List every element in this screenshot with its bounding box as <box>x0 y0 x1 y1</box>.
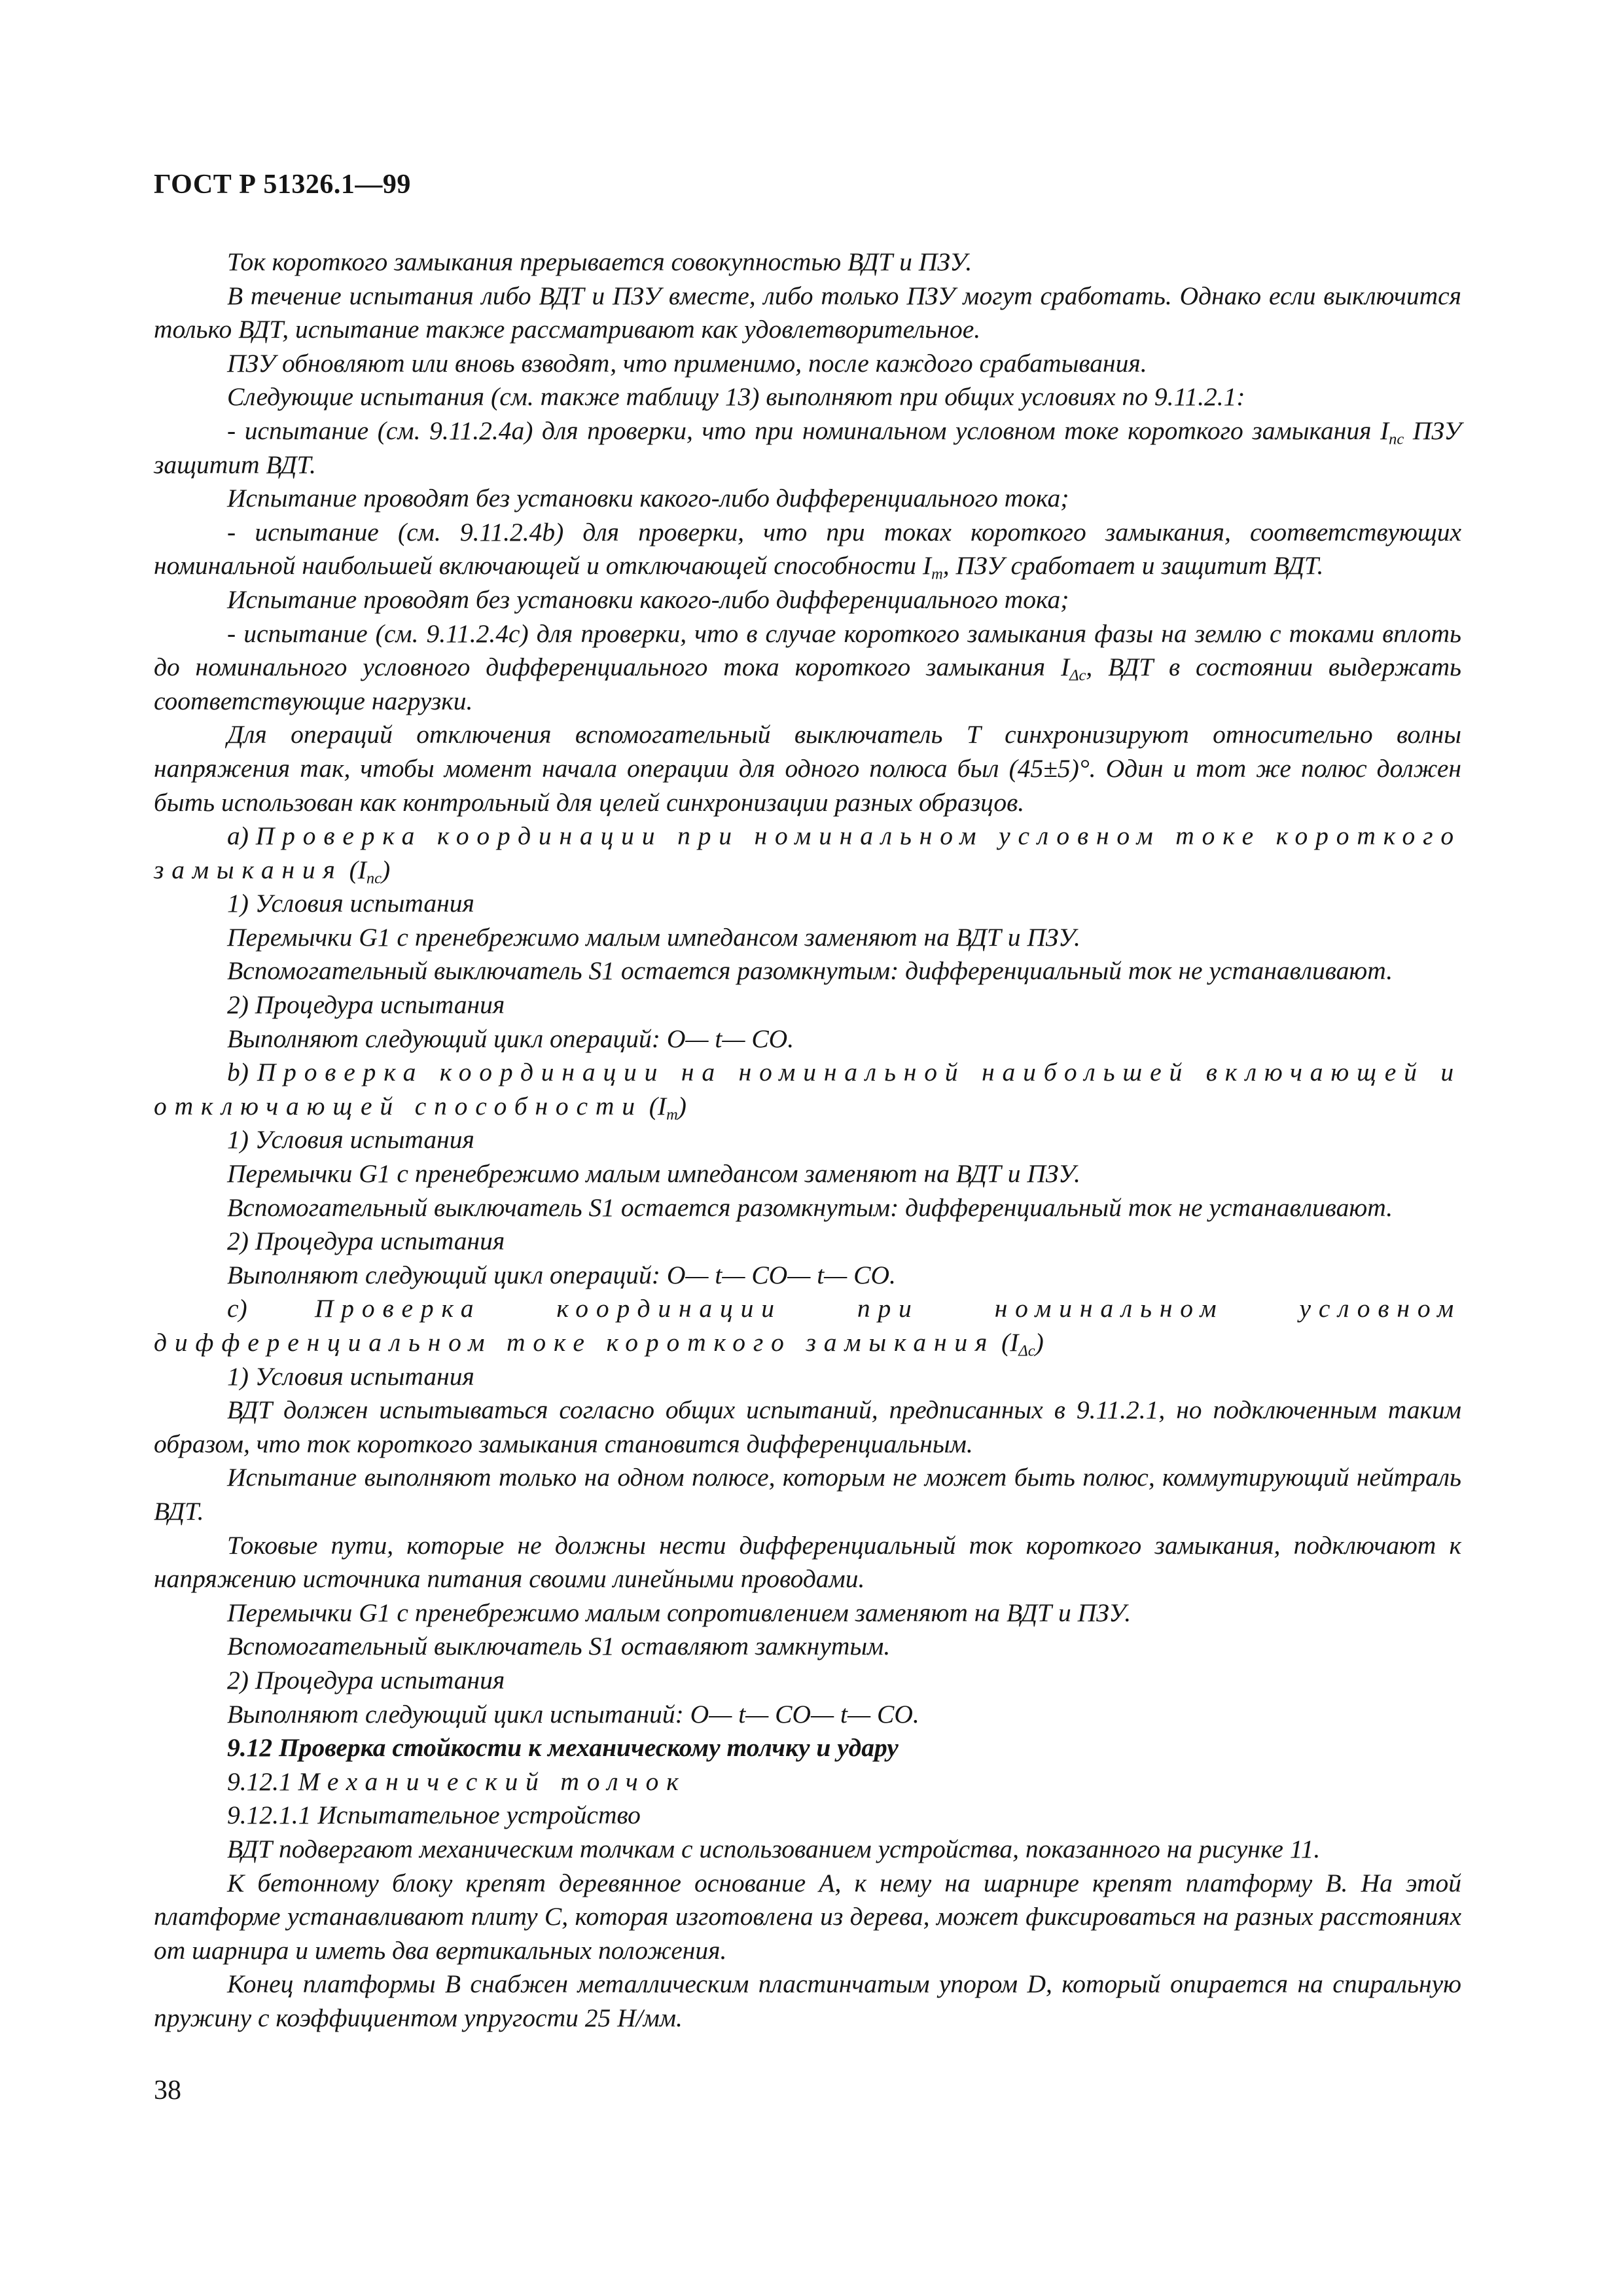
heading-b <box>154 1056 1461 1123</box>
paragraph-10: Для операций отключения вспомогательный выключатель Т синхронизируют относительно волны напряжения так, чтобы момент начала операции для одного полюса был (45±5)°. Один и тот же полюс должен быть использован как контрольный для целей синхронизации разных образцов. <box>154 720 1461 817</box>
paragraph-25: ВДТ должен испытываться согласно общих испытаний, предписанных в 9.11.2.1, но подключенным таким образом, что ток короткого замыкания становится дифференциальным. <box>154 1395 1461 1458</box>
heading-c <box>154 1292 1461 1359</box>
paragraph-5-text: - испытание (см. 9.11.2.4а) для проверки, что при номинальном условном токе короткого замыкания I <box>227 416 1389 445</box>
paragraph-24: 1) Условия испытания <box>227 1361 474 1391</box>
paragraph-22: Выполняют следующий цикл операций: О— t— СО— t— СО. <box>227 1260 896 1289</box>
paragraph-31: Выполняют следующий цикл испытаний: О— t— СО— t— СО. <box>227 1699 919 1729</box>
paragraph-35: ВДТ подвергают механическим толчкам с использованием устройства, показанного на рисунке 11. <box>227 1834 1321 1863</box>
paragraph-5 <box>154 414 1461 482</box>
heading-c-close: ) <box>1035 1328 1044 1357</box>
paragraph-9 <box>154 617 1461 719</box>
heading-a-symbol: (I <box>342 855 366 884</box>
paragraph-8: Испытание проводят без установки какого-либо дифференциального тока; <box>227 584 1069 614</box>
paragraph-34: 9.12.1.1 Испытательное устройство <box>227 1801 641 1830</box>
paragraph-36: К бетонному блоку крепят деревянное основание А, к нему на шарнире крепят платформу В. На этой платформе устанавливают плиту С, которая изготовлена из дерева, может фиксироваться на разных расстояниях от шарнира и иметь два вертикальных положения. <box>154 1868 1461 1965</box>
paragraph-9-subscript: Δc <box>1069 666 1086 685</box>
heading-a-letter: a) <box>227 821 256 851</box>
heading-c-letter: с) <box>227 1294 315 1323</box>
paragraph-37: Конец платформы В снабжен металлическим пластинчатым упором D, который опирается на спиральную пружину с коэффициентом упругости 25 Н/мм. <box>154 1969 1461 2032</box>
document-body <box>154 245 1461 2035</box>
heading-b-close: ) <box>677 1091 687 1121</box>
paragraph-9-text: - испытание (см. 9.11.2.4с) для проверки, что в случае короткого замыкания фазы на землю с токами вплоть до номинального условного дифференциального тока короткого замыкания I <box>154 619 1461 682</box>
heading-a-subscript: nc <box>366 869 382 888</box>
paragraph-19: Перемычки G1 с пренебрежимо малым импедансом заменяют на ВДТ и ПЗУ. <box>227 1159 1080 1189</box>
heading-b-letter: b) <box>227 1058 257 1087</box>
paragraph-4: Следующие испытания (см. также таблицу 13) выполняют при общих условиях по 9.11.2.1: <box>227 382 1245 412</box>
paragraph-7-subscript: m <box>931 565 943 583</box>
paragraph-21: 2) Процедура испытания <box>227 1227 505 1256</box>
section-heading-9-12: 9.12 Проверка стойкости к механическому толчку и удару <box>227 1733 899 1763</box>
heading-b-subscript: m <box>666 1105 678 1124</box>
paragraph-6: Испытание проводят без установки какого-либо дифференциального тока; <box>227 484 1069 513</box>
paragraph-2: В течение испытания либо ВДТ и ПЗУ вместе, либо только ПЗУ могут сработать. Однако если выключится только ВДТ, испытание также рассматривают как удовлетворительное. <box>154 281 1461 344</box>
heading-c-symbol: (I <box>995 1328 1019 1357</box>
paragraph-3: ПЗУ обновляют или вновь взводят, что применимо, после каждого срабатывания. <box>227 348 1147 378</box>
paragraph-27: Токовые пути, которые не должны нести дифференциальный ток короткого замыкания, подключают к напряжению источника питания своими линейными проводами. <box>154 1530 1461 1594</box>
paragraph-9-tail: , ВДТ в состоянии выдержать соответствующие нагрузки. <box>154 653 1461 715</box>
heading-a-title: Проверка координации при номинальном условном токе короткого замыкания <box>154 821 1461 884</box>
document-header: ГОСТ Р 51326.1—99 <box>154 170 411 200</box>
paragraph-7 <box>154 516 1461 583</box>
heading-b-title: Проверка координации на номинальной наибольшей включающей и отключающей способности <box>154 1058 1461 1121</box>
paragraph-29: Вспомогательный выключатель S1 оставляют замкнутым. <box>227 1632 891 1661</box>
paragraph-30: 2) Процедура испытания <box>227 1665 505 1695</box>
paragraph-28: Перемычки G1 с пренебрежимо малым сопротивлением заменяют на ВДТ и ПЗУ. <box>227 1598 1132 1627</box>
paragraph-5-subscript: nc <box>1389 430 1404 448</box>
paragraph-16: Выполняют следующий цикл операций: О— t— СО. <box>227 1024 794 1053</box>
paragraph-26: Испытание выполняют только на одном полюсе, которым не может быть полюс, коммутирующий нейтраль ВДТ. <box>154 1463 1461 1526</box>
paragraph-20: Вспомогательный выключатель S1 остается разомкнутым: дифференциальный ток не устанавливают. <box>227 1193 1393 1222</box>
heading-b-symbol: (I <box>642 1091 667 1121</box>
paragraph-13: Перемычки G1 с пренебрежимо малым импедансом заменяют на ВДТ и ПЗУ. <box>227 922 1080 952</box>
subsection-number: 9.12.1 <box>227 1767 298 1796</box>
heading-a <box>154 819 1461 887</box>
subsection-heading-9-12-1 <box>154 1765 1461 1799</box>
paragraph-7-text: - испытание (см. 9.11.2.4b) для проверки, что при токах короткого замыкания, соответствующих номинальной наибольшей включающей и отключающей способности I <box>154 517 1461 581</box>
subsection-title: Механический толчок <box>298 1767 687 1796</box>
paragraph-1: Ток короткого замыкания прерывается совокупностью ВДТ и ПЗУ. <box>227 247 972 276</box>
heading-c-title: Проверка координации при номинальном условном дифференциальном токе короткого замыкания <box>154 1294 1462 1357</box>
page-number: 38 <box>154 2075 181 2106</box>
paragraph-15: 2) Процедура испытания <box>227 990 505 1020</box>
paragraph-5-tail: ПЗУ защитит ВДТ. <box>154 416 1462 479</box>
paragraph-18: 1) Условия испытания <box>227 1125 474 1155</box>
paragraph-7-tail: , ПЗУ сработает и защитит ВДТ. <box>942 551 1324 581</box>
heading-c-subscript: Δc <box>1018 1342 1035 1360</box>
paragraph-12: 1) Условия испытания <box>227 889 474 918</box>
heading-a-close: ) <box>382 855 391 884</box>
paragraph-14: Вспомогательный выключатель S1 остается разомкнутым: дифференциальный ток не устанавливают. <box>227 956 1393 986</box>
